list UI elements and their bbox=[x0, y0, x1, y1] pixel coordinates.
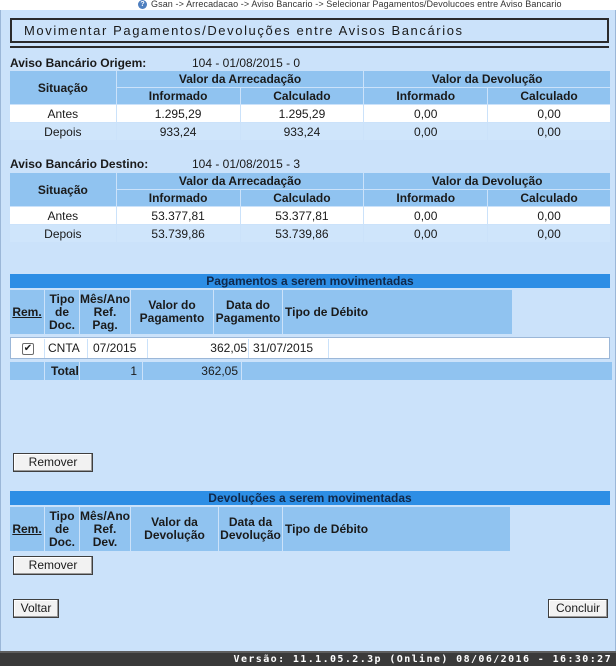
col-tipo-doc: Tipo de Doc. bbox=[45, 507, 79, 551]
rem-link[interactable]: Rem. bbox=[12, 304, 42, 319]
col-mes-ano: Mês/Ano Ref. Dev. bbox=[80, 507, 130, 551]
dev-calculado-cell: 0,00 bbox=[488, 225, 610, 242]
remove-checkbox[interactable]: ✔ bbox=[23, 343, 33, 354]
dev-informado-cell: 0,00 bbox=[364, 105, 487, 122]
col-data: Data do Pagamento bbox=[214, 290, 282, 334]
col-arrecadacao: Valor da Arrecadação bbox=[117, 71, 364, 87]
table-row bbox=[10, 123, 610, 140]
dev-informado-cell: 0,00 bbox=[364, 207, 487, 224]
concluir-button[interactable]: Concluir bbox=[548, 599, 608, 618]
main-panel bbox=[0, 10, 616, 651]
devolucoes-section-title: Devoluções a serem movimentadas bbox=[10, 491, 610, 505]
pagamentos-header bbox=[10, 290, 512, 334]
total-count: 1 bbox=[80, 362, 142, 380]
col-rem[interactable] bbox=[10, 290, 44, 334]
tipo-debito-cell bbox=[331, 340, 601, 357]
col-tipo-debito: Tipo de Débito bbox=[283, 290, 512, 334]
version-text: Versão: 11.1.05.2.3p (Online) 08/06/2016 - 16:30:27 bbox=[233, 654, 612, 665]
remover-devolucoes-button[interactable]: Remover bbox=[13, 556, 93, 575]
situacao-cell: Antes bbox=[10, 207, 116, 224]
arr-calculado-cell: 1.295,29 bbox=[241, 105, 364, 122]
col-arr-calculado: Calculado bbox=[241, 190, 364, 206]
total-valor: 362,05 bbox=[143, 362, 241, 380]
arr-informado-cell: 53.739,86 bbox=[117, 225, 240, 242]
col-arr-informado: Informado bbox=[117, 190, 240, 206]
rem-link[interactable]: Rem. bbox=[12, 521, 42, 536]
aviso-destino-label: Aviso Bancário Destino: bbox=[10, 157, 149, 171]
arr-informado-cell: 1.295,29 bbox=[117, 105, 240, 122]
situacao-cell: Antes bbox=[10, 105, 116, 122]
col-tipo-debito: Tipo de Débito bbox=[283, 507, 510, 551]
data-cell: 31/07/2015 bbox=[253, 341, 314, 355]
title-divider bbox=[10, 46, 609, 52]
pagamentos-total-row bbox=[10, 362, 612, 380]
col-tipo-doc: Tipo de Doc. bbox=[45, 290, 79, 334]
remover-pagamentos-button[interactable]: Remover bbox=[13, 453, 93, 472]
table-row bbox=[10, 225, 610, 242]
col-dev-calculado: Calculado bbox=[488, 88, 610, 104]
table-row bbox=[10, 105, 610, 122]
col-valor: Valor da Devolução bbox=[131, 507, 218, 551]
dev-informado-cell: 0,00 bbox=[364, 225, 487, 242]
total-label: Total bbox=[45, 362, 79, 380]
arr-calculado-cell: 53.377,81 bbox=[241, 207, 364, 224]
situacao-cell: Depois bbox=[10, 123, 116, 140]
page-title: Movimentar Pagamentos/Devoluções entre Avisos Bancários bbox=[24, 23, 464, 38]
tipo-doc-cell: CNTA bbox=[48, 341, 80, 355]
arr-informado-cell: 53.377,81 bbox=[117, 207, 240, 224]
col-situacao: Situação bbox=[10, 173, 116, 206]
col-situacao: Situação bbox=[10, 71, 116, 104]
pagamentos-section-title: Pagamentos a serem movimentadas bbox=[10, 274, 610, 288]
origem-table bbox=[9, 70, 611, 141]
aviso-destino-value: 104 - 01/08/2015 - 3 bbox=[192, 157, 301, 171]
table-row bbox=[10, 337, 610, 359]
dev-calculado-cell: 0,00 bbox=[488, 105, 610, 122]
col-valor: Valor do Pagamento bbox=[131, 290, 213, 334]
table-row bbox=[10, 207, 610, 224]
breadcrumb bbox=[0, 0, 616, 10]
footer bbox=[0, 651, 616, 666]
arr-calculado-cell: 933,24 bbox=[241, 123, 364, 140]
valor-cell: 362,05 bbox=[210, 341, 247, 355]
mes-ano-cell: 07/2015 bbox=[93, 341, 137, 355]
col-arr-calculado: Calculado bbox=[241, 88, 364, 104]
help-icon[interactable]: ? bbox=[138, 0, 147, 9]
arr-informado-cell: 933,24 bbox=[117, 123, 240, 140]
col-dev-informado: Informado bbox=[364, 190, 487, 206]
situacao-cell: Depois bbox=[10, 225, 116, 242]
col-devolucao: Valor da Devolução bbox=[364, 173, 610, 189]
col-rem[interactable] bbox=[10, 507, 44, 551]
destino-table bbox=[9, 172, 611, 243]
dev-calculado-cell: 0,00 bbox=[488, 207, 610, 224]
devolucoes-header bbox=[10, 507, 510, 551]
col-arr-informado: Informado bbox=[117, 88, 240, 104]
aviso-origem-label: Aviso Bancário Origem: bbox=[10, 56, 147, 70]
arr-calculado-cell: 53.739,86 bbox=[241, 225, 364, 242]
col-dev-calculado: Calculado bbox=[488, 190, 610, 206]
col-mes-ano: Mês/Ano Ref. Pag. bbox=[80, 290, 130, 334]
col-arrecadacao: Valor da Arrecadação bbox=[117, 173, 364, 189]
breadcrumb-text: Gsan -> Arrecadacao -> Aviso Bancario -> Selecionar Pagamentos/Devolucoes entre Aviso Bancario bbox=[151, 0, 562, 9]
col-data: Data da Devolução bbox=[219, 507, 282, 551]
page-title-box bbox=[10, 18, 609, 43]
col-devolucao: Valor da Devolução bbox=[364, 71, 610, 87]
aviso-origem-value: 104 - 01/08/2015 - 0 bbox=[192, 56, 301, 70]
col-dev-informado: Informado bbox=[364, 88, 487, 104]
dev-informado-cell: 0,00 bbox=[364, 123, 487, 140]
voltar-button[interactable]: Voltar bbox=[13, 599, 59, 618]
dev-calculado-cell: 0,00 bbox=[488, 123, 610, 140]
